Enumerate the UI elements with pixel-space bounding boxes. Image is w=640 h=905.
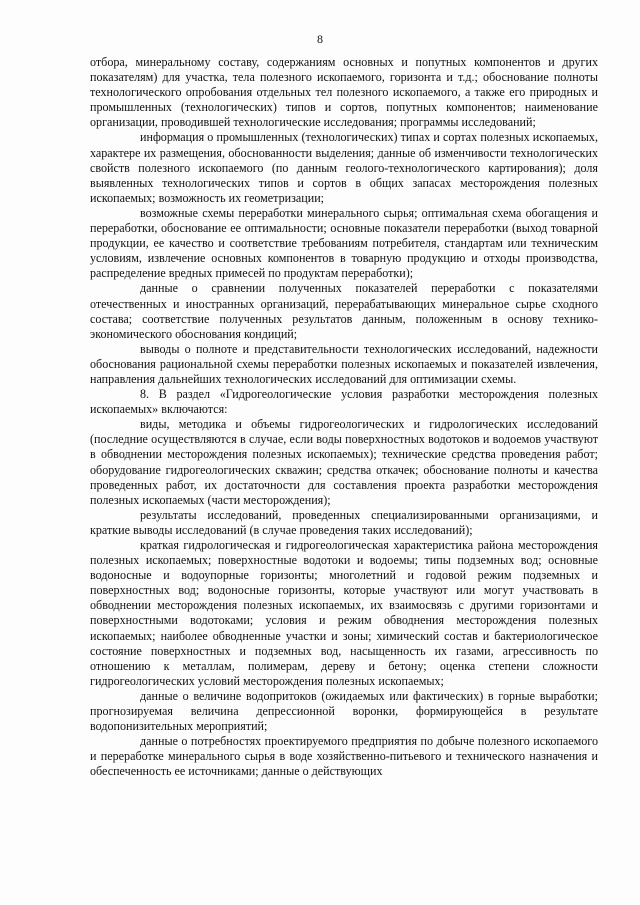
paragraph: информация о промышленных (технологических) типах и сортах полезных ископаемых, характере их размещения, обоснованности выделения; данные об изменчивости технологических свойств полезного ископаемого (по данным геолого-технологического картирования); доля выявленных технологических типов и сортов в общих запасах месторождения полезных ископаемых; возможность их геометризации; [90,130,598,205]
paragraph: виды, методика и объемы гидрогеологических и гидрологических исследований (последние осуществляются в случае, если воды поверхностных водотоков и водоемов участвуют в обводнении месторождения полезных ископаемых); технические средства проведения работ; оборудование гидрогеологических скважин; средства откачек; обоснование полноты и качества проведенных работ, их достаточности для составления проекта разработки месторождения полезных ископаемых (части месторождения); [90,417,598,507]
paragraph: возможные схемы переработки минерального сырья; оптимальная схема обогащения и переработки, обоснование ее оптимальности; основные показатели переработки (выход товарной продукции, ее качество и соответствие требованиям потребителя, стандартам или техническим условиям, извлечение основных компонентов в товарную продукцию и отходы производства, распределение вредных примесей по продуктам переработки); [90,205,598,281]
paragraph: данные о потребностях проектируемого предприятия по добыче полезного ископаемого и переработке минерального сырья в воде хозяйственно-питьевого и технического назначения и обеспеченность ее источниками; данные о действующих [90,734,598,779]
paragraph: данные о сравнении полученных показателей переработки с показателями отечественных и иностранных организаций, перерабатывающих минеральное сырье сходного состава; соответствие полученных результатов данным, положенным в основу технико-экономического обоснования кондиций; [90,281,598,341]
page-number: 8 [317,32,323,46]
paragraph: выводы о полноте и представительности технологических исследований, надежности обоснования рациональной схемы переработки полезных ископаемых и показателей извлечения, направления дальнейших технологических исследований для оптимизации схемы. [90,341,598,386]
paragraph: отбора, минеральному составу, содержаниям основных и попутных компонентов и других показателям) для участка, тела полезного ископаемого, горизонта и т.д.; обоснование полноты технологического опробования отдельных тел полезного ископаемого, а также его природных и промышленных (технологических) типов и сортов, попутных компонентов; наименование организации, проводившей технологические исследования; программы исследований; [90,55,598,130]
paragraph: краткая гидрологическая и гидрогеологическая характеристика района месторождения полезных ископаемых; поверхностные водотоки и водоемы; типы подземных вод; основные водоносные и водоупорные горизонты; многолетний и годовой режим подземных и поверхностных вод; водоносные горизонты, которые участвуют или могут участвовать в обводнении месторождения полезных ископаемых, их взаимосвязь с другими горизонтами и поверхностными водотоками; условия и режим обводнения месторождения полезных ископаемых; наиболее обводненные участки и зоны; химический состав и бактериологическое состояние поверхностных и подземных вод, насыщенность их газами, агрессивность по отношению к металлам, полимерам, дереву и бетону; оценка степени сложности гидрогеологических условий месторождения полезных ископаемых; [90,538,598,688]
paragraph: данные о величине водопритоков (ожидаемых или фактических) в горные выработки; прогнозируемая величина депрессионной воронки, формирующейся в результате водопонизительных мероприятий; [90,688,598,734]
body-text [90,55,598,780]
paragraph: результаты исследований, проведенных специализированными организациями, и краткие выводы исследований (в случае проведения таких исследований); [90,507,598,537]
paragraph: 8. В раздел «Гидрогеологические условия разработки месторождения полезных ископаемых» включаются: [90,387,598,417]
